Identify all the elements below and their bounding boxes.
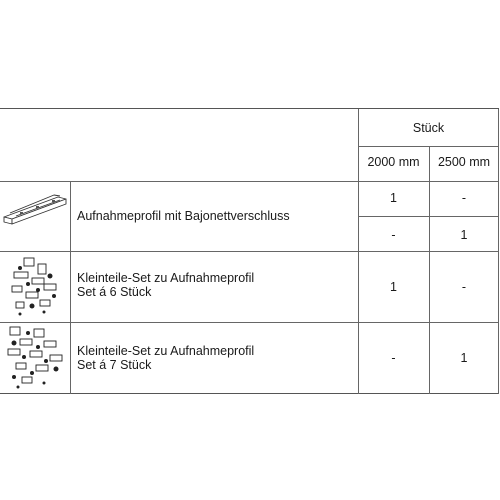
row3-col-2500: 1	[460, 351, 468, 365]
small-parts-set-icon	[4, 325, 68, 391]
row2-col-2000: 1	[390, 280, 397, 294]
row3-description-line1: Kleinteile-Set zu Aufnahmeprofil	[77, 344, 255, 358]
row1-description: Aufnahmeprofil mit Bajonettverschluss	[77, 209, 290, 223]
row1a-col-2000: 1	[390, 191, 397, 205]
mounting-profile-icon	[2, 189, 68, 229]
parts-table	[0, 108, 499, 394]
row2-col-2500: -	[461, 280, 467, 294]
divider	[70, 181, 71, 394]
header-group-label: Stück	[412, 121, 445, 135]
header-col-2000: 2000 mm	[367, 155, 420, 169]
divider	[0, 181, 499, 182]
header-col-2500: 2500 mm	[437, 155, 491, 169]
row2-description-line1: Kleinteile-Set zu Aufnahmeprofil	[77, 271, 255, 285]
row1b-col-2000: -	[391, 228, 396, 242]
row3-description-line2: Set á 7 Stück	[77, 358, 152, 372]
row1b-col-2500: 1	[460, 228, 468, 242]
row2-description-line2: Set á 6 Stück	[77, 285, 152, 299]
divider	[0, 251, 499, 252]
divider	[0, 322, 499, 323]
small-parts-set-icon	[6, 256, 66, 318]
row3-col-2000: -	[391, 351, 396, 365]
row1a-col-2500: -	[461, 191, 467, 205]
